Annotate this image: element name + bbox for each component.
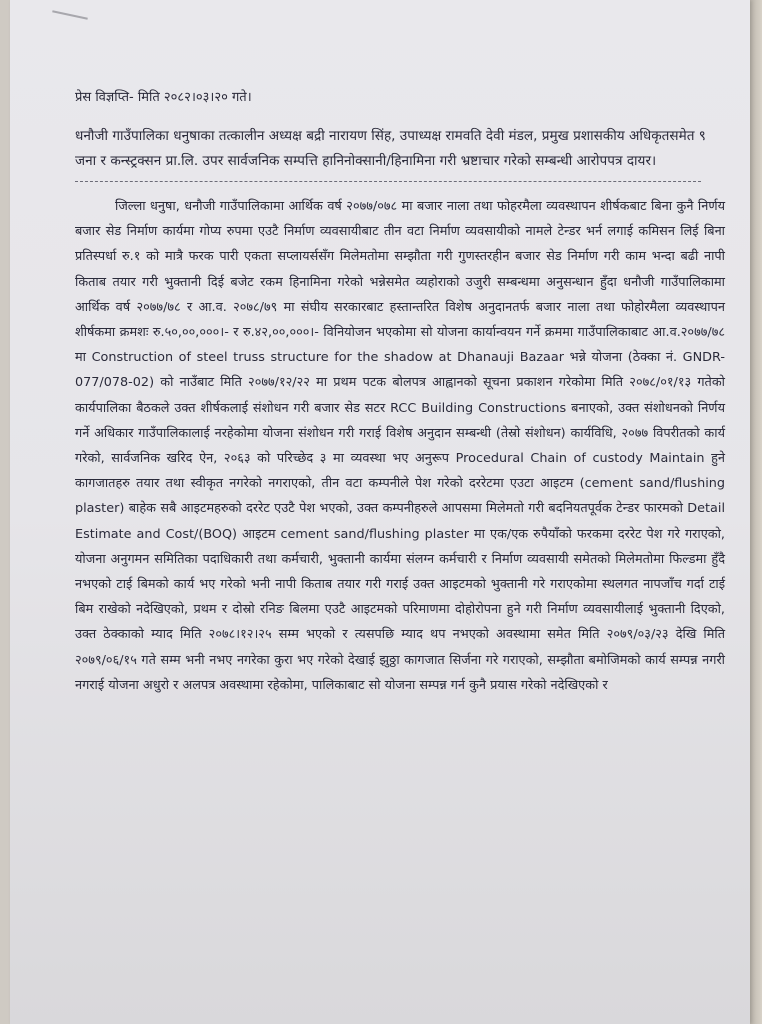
press-release-document: [75, 88, 730, 698]
background-edge: [748, 0, 762, 1024]
headline: धनौजी गाउँपालिका धनुषाका तत्कालीन अध्यक्ष बद्री नारायण सिंह, उपाध्यक्ष रामवति देवी मंडल, प्रमुख प्रशासकीय अधिकृतसमेत ९ जना र कन्स्ट्रक्सन प्रा.लि. उपर सार्वजनिक सम्पत्ति हानिनोक्सानी/हिनामिना गरी भ्रष्टाचार गरेको सम्बन्धी आरोपपत्र दायर।: [75, 128, 706, 169]
dashed-divider: [75, 181, 701, 182]
body-paragraph: जिल्ला धनुषा, धनौजी गाउँपालिकामा आर्थिक वर्ष २०७७/०७८ मा बजार नाला तथा फोहरमैला व्यवस्थापन शीर्षकबाट बिना कुनै निर्णय बजार सेड निर्माण कार्यमा गोप्य रुपमा एउटै निर्माण व्यवसायीबाट तीन वटा निर्माण व्यवसायीको नामले टेन्डर भर्न लगाई कमिसन लिई बिना प्रतिस्पर्धा रु.१ को मात्रै फरक पारी एकता सप्लायर्ससँग मिलेमतोमा सम्झौता गरी गुणस्तरहीन बजार सेड निर्माण गरी काम भन्दा बढी नापी किताब तयार गरी भुक्तानी दिई बजेट रकम हिनामिना गरेको भन्नेसमेत व्यहोराको उजुरी सम्बन्धमा अनुसन्धान हुँदा धनौजी गाउँपालिकामा आर्थिक वर्ष २०७७/७८ र आ.व. २०७८/७९ मा संघीय सरकारबाट हस्तान्तरित विशेष अनुदानतर्फ बजार नाला तथा फोहोरमैला व्यवस्थापन शीर्षकमा क्रमशः रु.५०,००,०००।- र रु.४२,००,०००।- विनियोजन भएकोमा सो योजना कार्यान्वयन गर्ने क्रममा गाउँपालिकाबाट आ.व.२०७७/७८ मा Construction of steel truss structure for the shadow at Dhanauji Bazaar भन्ने योजना (ठेक्का नं. GNDR-077/078-02) को नाउँबाट मिति २०७७/१२/२२ मा प्रथम पटक बोलपत्र आह्वानको सूचना प्रकाशन गरेकोमा मिति २०७८/०१/१३ गतेको कार्यपालिका बैठकले उक्त शीर्षकलाई संशोधन गरी बजार सेड सटर RCC Building Constructions बनाएको, उक्त संशोधनको निर्णय गर्ने अधिकार गाउँपालिकालाई नरहेकोमा योजना संशोधन गरी गराई विशेष अनुदान सम्बन्धी (तेस्रो संशोधन) कार्यविधि, २०७७ विपरीतको कार्य गरेको, सार्वजनिक खरिद ऐन, २०६३ को परिच्छेद ३ मा व्यवस्था भए अनुरूप Procedural Chain of custody Maintain हुने कागजातहरु तयार तथा स्वीकृत नगरेको नगराएको, तीन वटा कम्पनीले पेश गरेको दररेटमा एउटा आइटम (cement sand/flushing plaster) बाहेक सबै आइटमहरुको दररेट एउटै पेश भएको, उक्त कम्पनीहरुले आपसमा मिलेमतो गरी बदनियतपूर्वक टेन्डर फारमको Detail Estimate and Cost/(BOQ) आइटम cement sand/flushing plaster मा एक/एक रुपैयाँको फरकमा दररेट पेश गरे गराएको, योजना अनुगमन समितिका पदाधिकारी तथा कर्मचारी, भुक्तानी कार्यमा संलग्न कर्मचारी र निर्माण व्यवसायी समेतको मिलेमतोमा फिल्डमा हुँदै नभएको टाई बिमको कार्य भए गरेको भनी नापी किताब तयार गरी गराई उक्त आइटमको भुक्तानी गरे गराएकोमा स्थलगत नापजाँच गर्दा टाई बिम राखेको नदेखिएको, प्रथम र दोस्रो रनिङ बिलमा एउटै आइटमको परिमाणमा दोहोरोपना हुने गरी निर्माण व्यवसायीलाई भुक्तानी दिएको, उक्त ठेक्काको म्याद मिति २०७८।१२।२५ सम्म भएको र त्यसपछि म्याद थप नभएको अवस्थामा समेत मिति २०७९/०३/२३ देखि मिति २०७९/०६/१५ गते सम्म भनी नभए नगरेका कुरा भए गरेको देखाई झुठ्ठा कागजात सिर्जना गरे गराएको, सम्झौता बमोजिमको कार्य सम्पन्न नगरी नगराई योजना अधुरो र अलपत्र अवस्थामा रहेकोमा, पालिकाबाट सो योजना सम्पन्न गर्न कुनै प्रयास गरेको नदेखिएको र: [75, 199, 725, 693]
pen-mark: [52, 10, 88, 19]
press-release-date-line: प्रेस विज्ञप्ति- मिति २०८२।०३।२० गते।: [75, 90, 252, 105]
